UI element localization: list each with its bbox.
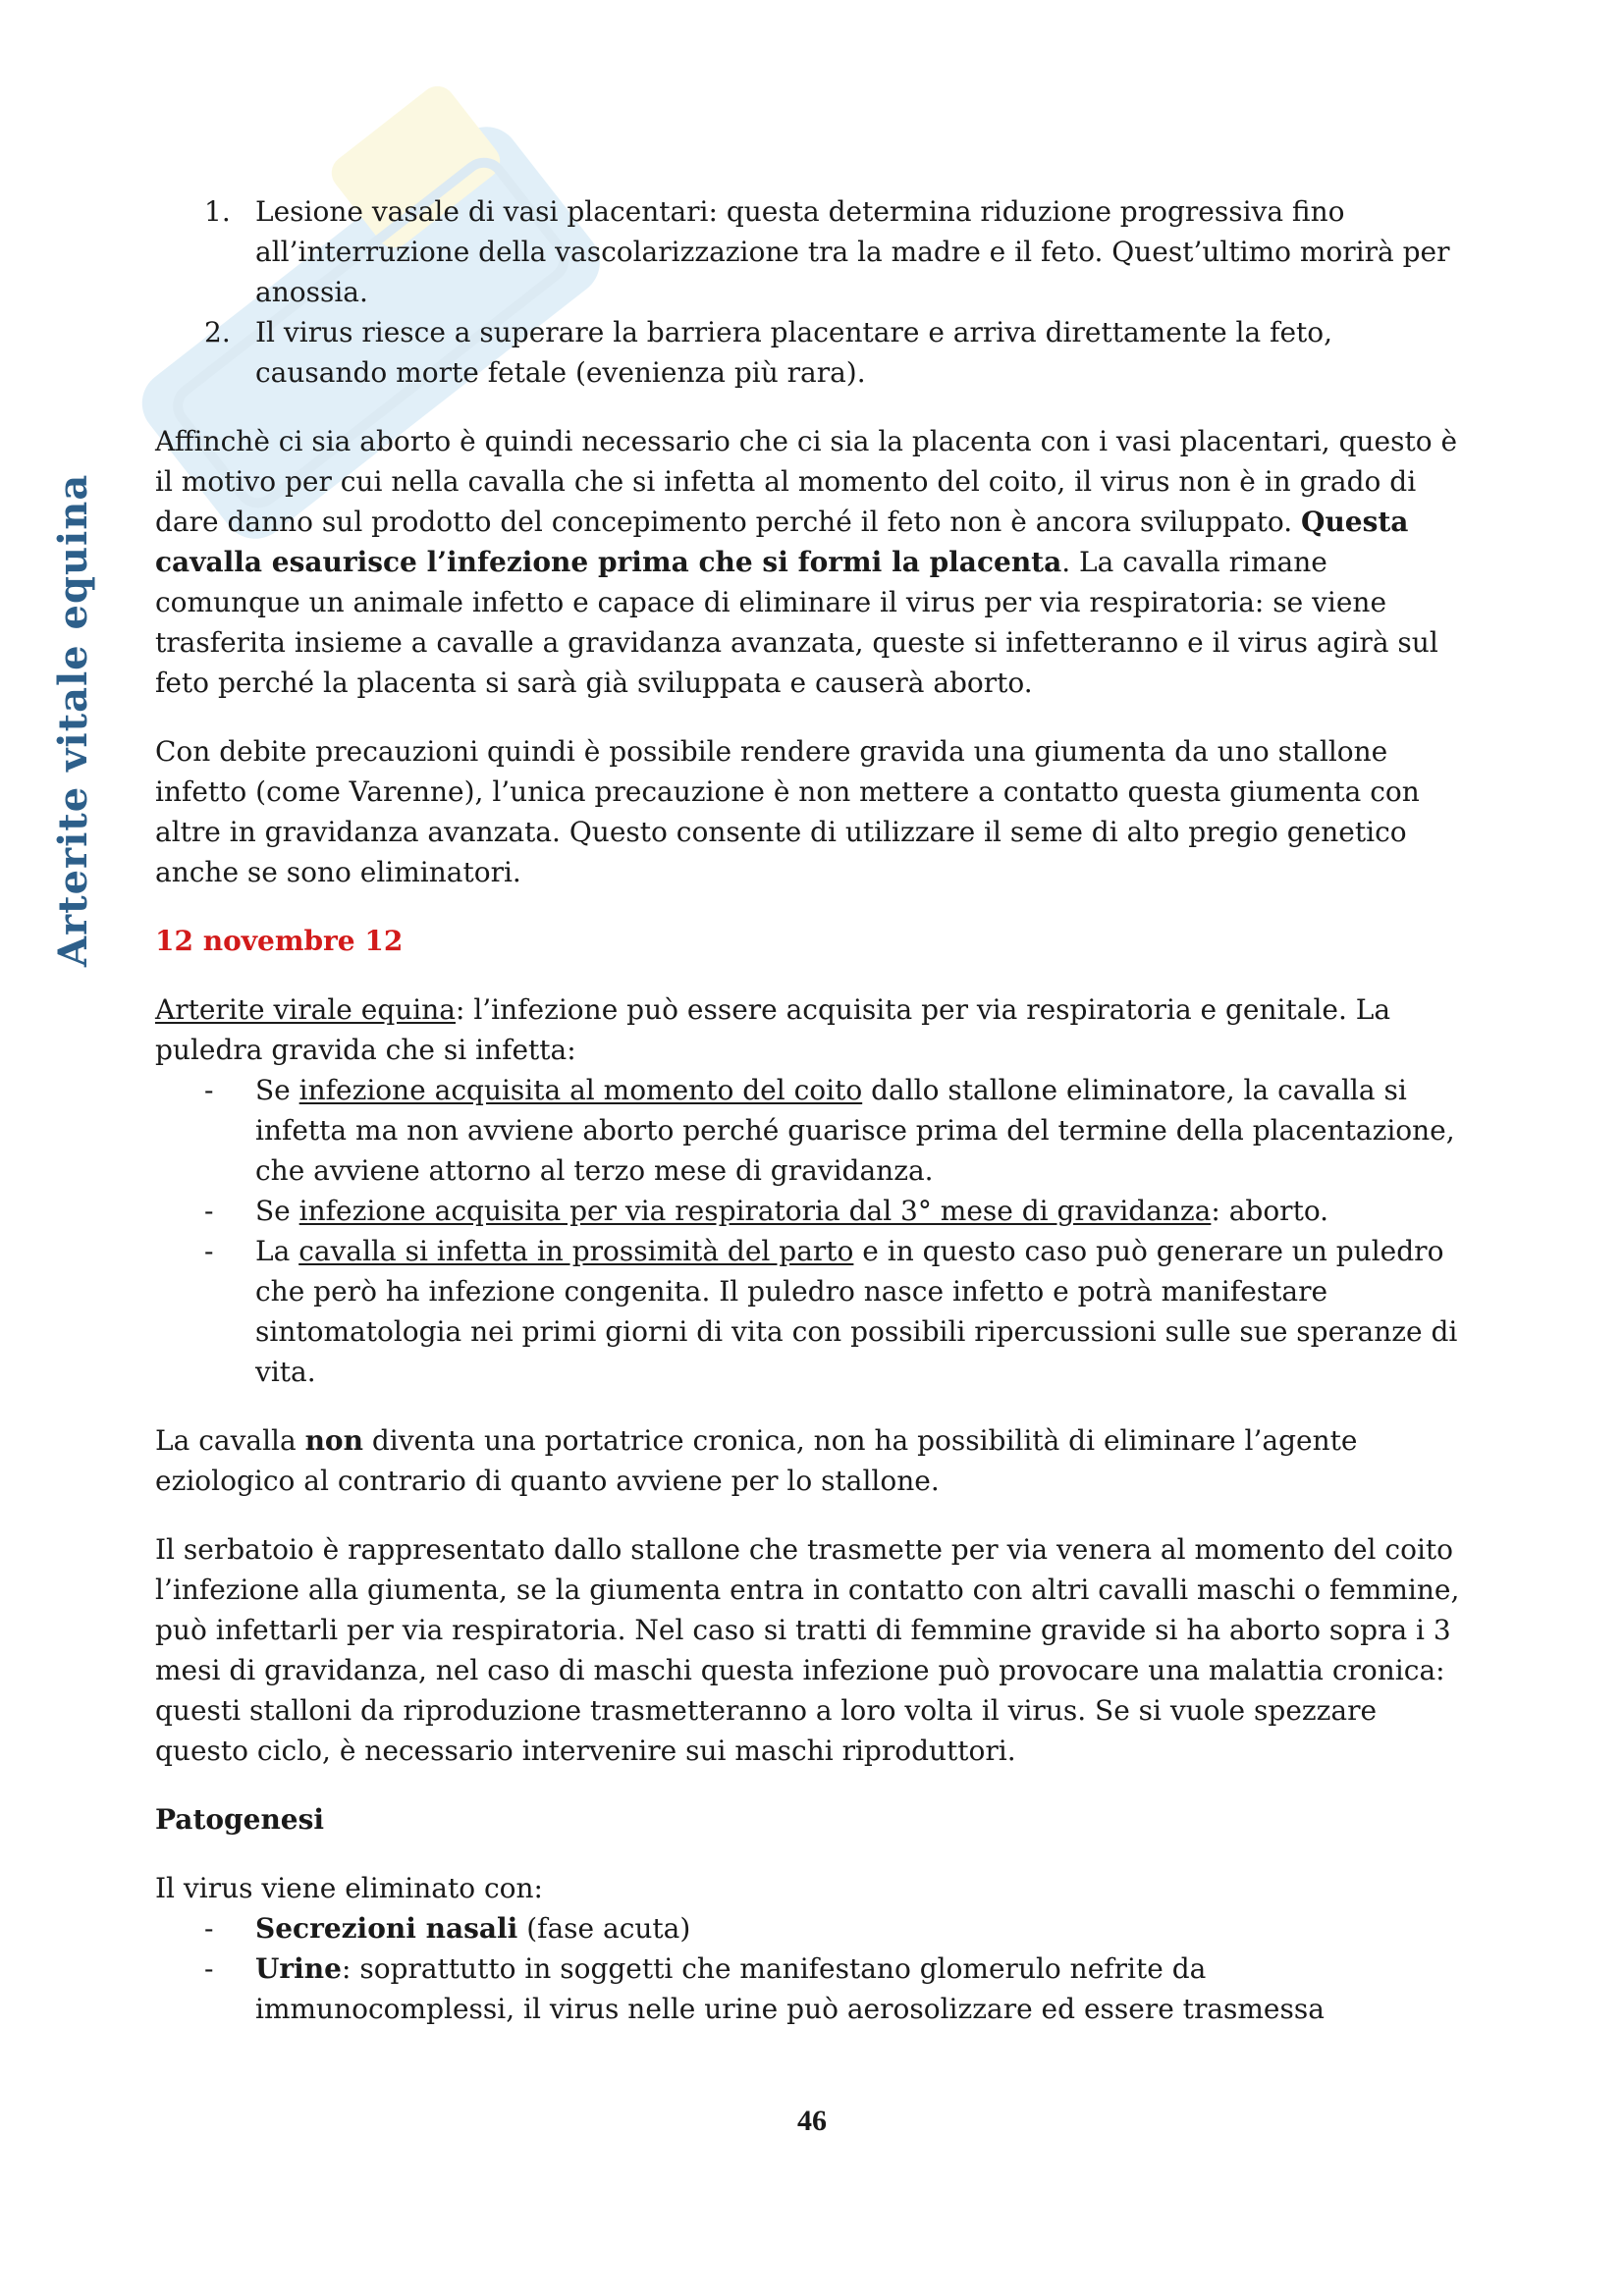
- paragraph: Con debite precauzioni quindi è possibile rendere gravida una giumenta da uno stallone infetto (come Varenne), l’unica precauzione è non mettere a contatto questa giumenta con altre in gravidanza avanzata. Questo consente di utilizzare il seme di alto pregio genetico anche se sono eliminatori.: [155, 735, 1420, 888]
- list-marker: -: [204, 1074, 214, 1106]
- list-item: - Se infezione acquisita al momento del coito dallo stallone eliminatore, la cavalla si infetta ma non avviene aborto perché guarisce prima del termine della placentazione, che avviene attorno al terzo mese di gravidanza.: [155, 1070, 1471, 1191]
- list-item: - Secrezioni nasali (fase acuta): [155, 1908, 1471, 1949]
- bold-text: non: [304, 1424, 363, 1457]
- paragraph: Il virus viene eliminato con:: [155, 1872, 543, 1904]
- page-number: 46: [797, 2105, 827, 2137]
- paragraph: Il serbatoio è rappresentato dallo stallone che trasmette per via venera al momento del coito l’infezione alla giumenta, se la giumenta entra in contatto con altri cavalli maschi o femmine, può infettarli per via respiratoria. Nel caso si tratti di femmine gravide si ha aborto sopra i 3 mesi di gravidanza, nel caso di maschi questa infezione può provocare una malattia cronica: questi stalloni da riproduzione trasmetteranno a loro volta il virus. Se si vuole spezzare questo ciclo, è necessario intervenire sui maschi riproduttori.: [155, 1533, 1460, 1767]
- bold-text: Urine: [255, 1952, 342, 1985]
- list-marker: 2.: [204, 316, 231, 348]
- section-heading: Patogenesi: [155, 1803, 325, 1836]
- bold-text: Secrezioni nasali: [255, 1912, 518, 1945]
- list-item: - Urine: soprattutto in soggetti che manifestano glomerulo nefrite da immunocomplessi, il virus nelle urine può aerosolizzare ed essere trasmessa: [155, 1949, 1471, 2029]
- list-item: - La cavalla si infetta in prossimità del parto e in questo caso può generare un puledro che però ha infezione congenita. Il puledro nasce infetto e potrà manifestare sintomatologia nei primi giorni di vita con possibili ripercussioni sulle sue speranze di vita.: [155, 1231, 1471, 1392]
- bold-text: Questa cavalla esaurisce l’infezione prima che si formi la placenta: [155, 506, 1409, 578]
- dash-list: [155, 1070, 1471, 1392]
- list-marker: -: [204, 1952, 214, 1985]
- list-marker: 1.: [204, 195, 231, 228]
- list-item: - Se infezione acquisita per via respiratoria dal 3° mese di gravidanza: aborto.: [155, 1191, 1471, 1231]
- underlined-term: infezione acquisita per via respiratoria dal 3° mese di gravidanza: [298, 1195, 1212, 1227]
- page-content: [155, 191, 1471, 2029]
- sidebar-section-title: Arterite vitale equina: [50, 473, 96, 967]
- list-marker: -: [204, 1195, 214, 1227]
- numbered-list: [155, 191, 1471, 393]
- list-marker: -: [204, 1235, 214, 1267]
- paragraph: Arterite virale equina: l’infezione può essere acquisita per via respiratoria e genitale. La puledra gravida che si infetta:: [155, 993, 1391, 1066]
- underlined-term: cavalla si infetta in prossimità del parto: [298, 1235, 854, 1267]
- list-item-text: Il virus riesce a superare la barriera placentare e arriva direttamente la feto, causando morte fetale (evenienza più rara).: [255, 316, 1333, 389]
- underlined-term: infezione acquisita al momento del coito: [298, 1074, 863, 1106]
- paragraph: Affinchè ci sia aborto è quindi necessario che ci sia la placenta con i vasi placentari, questo è il motivo per cui nella cavalla che si infetta al momento del coito, il virus non è in grado di dare danno sul prodotto del concepimento perché il feto non è ancora sviluppato. Questa cavalla esaurisce l’infezione prima che si formi la placenta. La cavalla rimane comunque un animale infetto e capace di eliminare il virus per via respiratoria: se viene trasferita insieme a cavalle a gravidanza avanzata, queste si infetteranno e il virus agirà sul feto perché la placenta si sarà già sviluppata e causerà aborto.: [155, 425, 1458, 699]
- paragraph: La cavalla non diventa una portatrice cronica, non ha possibilità di eliminare l’agente eziologico al contrario di quanto avviene per lo stallone.: [155, 1424, 1358, 1497]
- list-item: [155, 312, 1471, 393]
- list-item: [155, 191, 1471, 312]
- dash-list: [155, 1908, 1471, 2029]
- list-item-text: Lesione vasale di vasi placentari: questa determina riduzione progressiva fino all’interruzione della vascolarizzazione tra la madre e il feto. Quest’ultimo morirà per anossia.: [255, 195, 1450, 308]
- list-marker: -: [204, 1912, 214, 1945]
- underlined-term: Arterite virale equina: [155, 993, 456, 1026]
- date-heading: 12 novembre 12: [155, 925, 404, 957]
